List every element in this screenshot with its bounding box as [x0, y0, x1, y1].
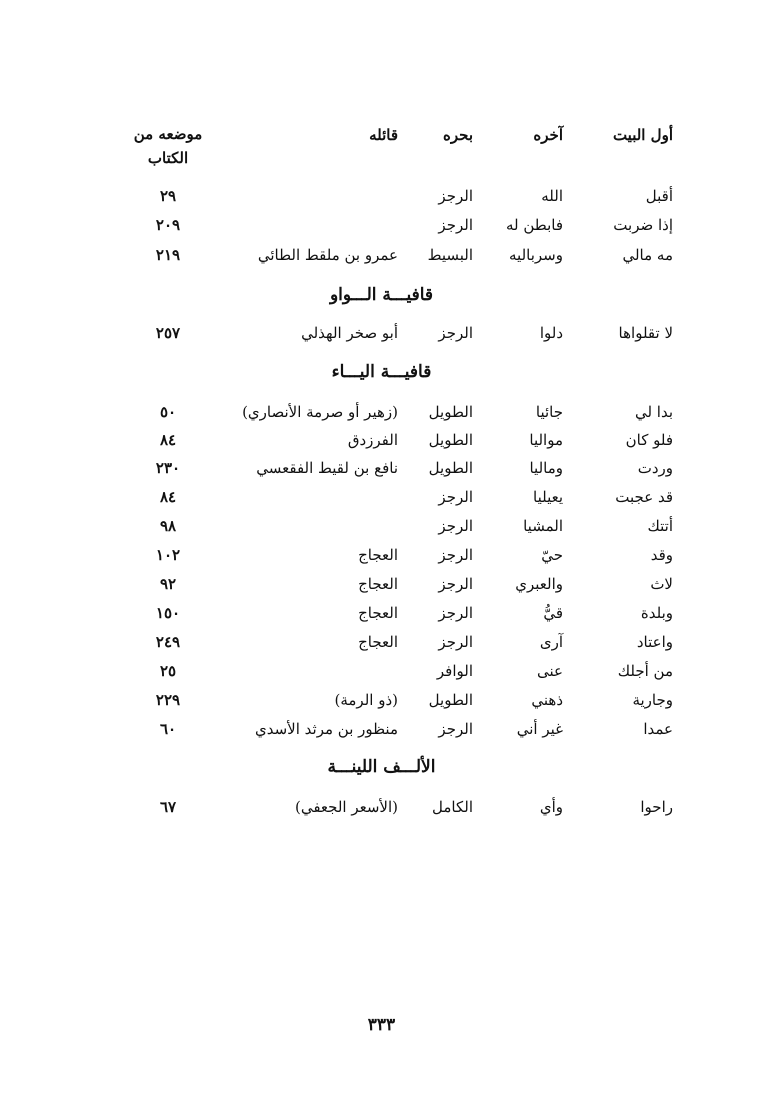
last-word: الله — [541, 187, 563, 205]
table-header — [0, 120, 763, 167]
meter: الطويل — [428, 691, 473, 709]
poet: نافع بن لقيط الفقعسي — [256, 459, 398, 477]
last-word: آرى — [539, 633, 563, 651]
first-verse: أتتك — [647, 517, 673, 535]
last-word: وأي — [539, 798, 563, 816]
meter: الرجز — [438, 187, 473, 205]
first-verse: وجارية — [632, 691, 673, 709]
table-row — [0, 397, 763, 427]
page-ref: ٥٠ — [159, 403, 177, 421]
page-ref: ٨٤ — [159, 488, 177, 506]
last-word: وسرباليه — [509, 246, 563, 264]
table-row — [0, 792, 763, 822]
table-row — [0, 482, 763, 512]
table-row — [0, 453, 763, 483]
first-verse: عمدا — [643, 720, 673, 738]
section-heading-waw: قافيـــة الـــواو — [329, 285, 434, 305]
meter: الطويل — [428, 431, 473, 449]
meter: الرجز — [438, 633, 473, 651]
first-verse: وبلدة — [640, 604, 673, 622]
header-poet: قائله — [369, 126, 398, 144]
page-ref: ١٥٠ — [155, 604, 181, 622]
page-ref: ٩٨ — [159, 517, 177, 535]
page-ref: ٢٣٠ — [155, 459, 181, 477]
last-word: وماليا — [529, 459, 563, 477]
header-last-word: آخره — [533, 126, 563, 144]
first-verse: راحوا — [640, 798, 673, 816]
page-ref: ٩٢ — [159, 575, 177, 593]
page-ref: ٢٩ — [159, 187, 177, 205]
table-row — [0, 240, 763, 270]
page-ref: ٨٤ — [159, 431, 177, 449]
last-word: فابطن له — [505, 216, 563, 234]
page-ref: ٦٧ — [159, 798, 177, 816]
meter: الرجز — [438, 546, 473, 564]
last-word: ذهني — [531, 691, 563, 709]
meter: الرجز — [438, 575, 473, 593]
last-word: يعيليا — [533, 488, 563, 506]
table-row — [0, 540, 763, 570]
first-verse: واعتاد — [636, 633, 673, 651]
poet: الفرزدق — [347, 431, 398, 449]
first-verse: لا تقلواها — [618, 324, 673, 342]
page-ref: ١٠٢ — [155, 546, 181, 564]
page-number: ٣٣٣ — [367, 1015, 396, 1035]
first-verse: فلو كان — [625, 431, 673, 449]
first-verse: بدا لي — [634, 403, 673, 421]
first-verse: إذا ضربت — [613, 216, 673, 234]
last-word: عنى — [537, 662, 563, 680]
page-ref: ٢١٩ — [155, 246, 181, 264]
first-verse: أقبل — [645, 187, 673, 205]
last-word: جائيا — [535, 403, 563, 421]
table-row — [0, 714, 763, 744]
first-verse: وردت — [637, 459, 673, 477]
poet: (زهير أو صرمة الأنصاري) — [242, 403, 398, 421]
table-row — [0, 627, 763, 657]
page-ref: ٢٢٩ — [155, 691, 181, 709]
table-row — [0, 685, 763, 715]
meter: الطويل — [428, 403, 473, 421]
page-ref: ٢٠٩ — [155, 216, 181, 234]
table-row — [0, 425, 763, 455]
table-row — [0, 656, 763, 686]
header-first-verse: أول البيت — [612, 126, 673, 144]
page-ref: ٢٥ — [159, 662, 177, 680]
poet: (ذو الرمة) — [334, 691, 398, 709]
table-row — [0, 569, 763, 599]
last-word: حيّ — [541, 546, 563, 564]
meter: الرجز — [438, 604, 473, 622]
page-ref: ٢٤٩ — [155, 633, 181, 651]
meter: الطويل — [428, 459, 473, 477]
table-row — [0, 511, 763, 541]
first-verse: لاث — [650, 575, 673, 593]
first-verse: وقد — [650, 546, 673, 564]
poet: العجاج — [358, 633, 398, 651]
last-word: المشيا — [523, 517, 563, 535]
first-verse: من أجلك — [617, 662, 673, 680]
meter: البسيط — [427, 246, 473, 264]
meter: الرجز — [438, 720, 473, 738]
page-ref: ٢٥٧ — [155, 324, 181, 342]
table-row — [0, 181, 763, 211]
last-word: غير أني — [516, 720, 563, 738]
poet: منظور بن مرثد الأسدي — [254, 720, 398, 738]
section-heading-ya: قافيـــة اليـــاء — [331, 362, 432, 382]
meter: الرجز — [438, 488, 473, 506]
first-verse: قد عجبت — [615, 488, 673, 506]
poet: عمرو بن ملقط الطائي — [257, 246, 398, 264]
last-word: قيُّ — [543, 604, 563, 622]
poet: العجاج — [358, 575, 398, 593]
last-word: دلوا — [539, 324, 563, 342]
meter: الرجز — [438, 324, 473, 342]
header-meter: بحره — [443, 126, 473, 144]
table-row — [0, 318, 763, 348]
table-row — [0, 210, 763, 240]
section-heading-alif: الألـــف اللينـــة — [327, 757, 436, 777]
meter: الرجز — [438, 517, 473, 535]
table-row — [0, 598, 763, 628]
last-word: مواليا — [529, 431, 563, 449]
meter: الكامل — [432, 798, 473, 816]
meter: الوافر — [436, 662, 473, 680]
poet: (الأسعر الجعفي) — [294, 798, 398, 816]
page-ref: ٦٠ — [159, 720, 177, 738]
last-word: والعبري — [515, 575, 563, 593]
header-location: موضعه من الكتاب — [133, 125, 203, 167]
poet: أبو صخر الهذلي — [301, 324, 398, 342]
poet: العجاج — [358, 546, 398, 564]
meter: الرجز — [438, 216, 473, 234]
poet: العجاج — [358, 604, 398, 622]
first-verse: مه مالي — [622, 246, 673, 264]
